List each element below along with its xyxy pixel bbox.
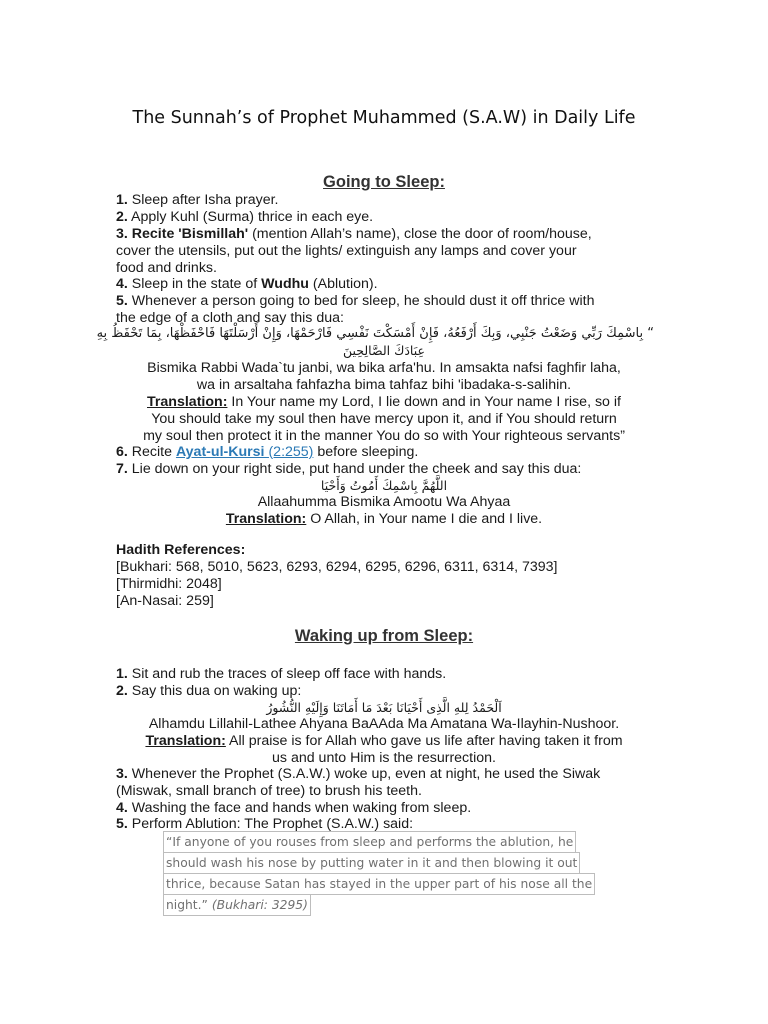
dua-waking-translation-1: Translation: All praise is for Allah who gave us life after having taken it from [145,733,623,749]
wake-item-4: 4. Washing the face and hands when waking from sleep. [116,800,472,816]
wake-item-2: 2. Say this dua on waking up: [116,683,302,699]
ayat-ul-kursi-link[interactable]: Ayat-ul-Kursi [175,444,269,460]
sleep-item-3: 3. Recite 'Bismillah' (mention Allah’s name), close the door of room/house, [116,226,592,242]
hadith-references-heading: Hadith References: [116,542,246,558]
quote-line-2: should wash his nose by putting water in it and then blowing it out [163,852,580,874]
wake-item-5: 5. Perform Ablution: The Prophet (S.A.W.) said: [116,816,414,832]
dua-lie-down-arabic: اللَّهُمَّ بِاسْمِكَ أَمُوتُ وَأَحْيَا [320,478,448,493]
hadith-quote-box [163,832,595,916]
hadith-ref-bukhari: [Bukhari: 568, 5010, 5623, 6293, 6294, 6295, 6296, 6311, 6314, 7393] [116,559,558,575]
dua-sleep-translation-1: Translation: In Your name my Lord, I lie down and in Your name I rise, so if [147,394,621,410]
dua-sleep-transliteration-2: wa in arsaltaha fahfazha bima tahfaz bihi 'ibadaka-s-salihin. [196,377,572,393]
quote-line-4: night.” (Bukhari: 3295) [163,894,311,916]
wake-item-1: 1. Sit and rub the traces of sleep off face with hands. [116,666,447,682]
wake-item-3: 3. Whenever the Prophet (S.A.W.) woke up, even at night, he used the Siwak [116,766,601,782]
sleep-item-2: 2. Apply Kuhl (Surma) thrice in each eye. [116,209,374,225]
translation-label: Translation: [147,394,228,410]
dua-sleep-arabic-line-1: “ بِاسْمِكَ رَبِّي وَضَعْتُ جَنْبِي، وَبِكَ أَرْفَعُهُ، فَإِنْ أَمْسَكْتَ نَفْسِي فَارْحَمْهَا، وَإِنْ أَرْسَلْتَهَا فَاحْفَظْهَا، بِمَا تَحْفَظُ بِهِ [96,326,654,341]
hadith-ref-nasai: [An-Nasai: 259] [116,593,214,609]
sleep-item-5: 5. Whenever a person going to bed for sleep, he should dust it off thrice with [116,293,595,309]
quote-citation: (Bukhari: 3295) [207,898,308,912]
quote-line-1: “If anyone of you rouses from sleep and performs the ablution, he [163,831,576,853]
heading-waking-up: Waking up from Sleep: [294,627,474,645]
sleep-item-3-line-2: cover the utensils, put out the lights/ extinguish any lamps and cover your [116,243,577,259]
sleep-item-1: 1. Sleep after Isha prayer. [116,192,279,208]
wake-item-3-line-2: (Miswak, small branch of tree) to brush his teeth. [116,783,422,799]
dua-sleep-translation-2: You should take my soul then have mercy upon it, and if You should return [151,411,617,427]
sleep-item-5-line-2: the edge of a cloth and say this dua: [116,310,344,326]
dua-sleep-arabic-line-2: عِبَادَكَ الصَّالِحِينَ [343,343,425,358]
dua-waking-arabic: اَلْحَمْدُ لِلهِ الَّذِى أَحْيَانَا بَعْدَ مَا أَمَاتَنَا وَإِلَيْهِ النُّشُورُ [266,700,502,715]
hadith-ref-thirmidhi: [Thirmidhi: 2048] [116,576,222,592]
heading-going-to-sleep: Going to Sleep: [323,173,445,191]
dua-sleep-transliteration-1: Bismika Rabbi Wada`tu janbi, wa bika arfa'hu. In amsakta nafsi faghfir laha, [147,360,621,376]
dua-waking-translation-2: us and unto Him is the resurrection. [272,750,496,766]
dua-sleep-translation-3: my soul then protect it in the manner You do so with Your righteous servants” [143,428,625,444]
sleep-item-7: 7. Lie down on your right side, put hand under the cheek and say this dua: [116,461,582,477]
quote-line-3: thrice, because Satan has stayed in the upper part of his nose all the [163,873,595,895]
dua-lie-down-transliteration: Allaahumma Bismika Amootu Wa Ahyaa [257,494,511,510]
dua-waking-transliteration: Alhamdu Lillahil-Lathee Ahyana BaAAda Ma Amatana Wa-Ilayhin-Nushoor. [148,716,620,732]
page-title: The Sunnah’s of Prophet Muhammed (S.A.W) in Daily Life [132,108,636,128]
dua-lie-down-translation: Translation: O Allah, in Your name I die and I live. [225,511,543,527]
ayat-ref-link[interactable]: (2:255) [268,444,314,460]
sleep-item-4: 4. Sleep in the state of Wudhu (Ablution). [116,276,378,292]
sleep-item-3-line-3: food and drinks. [116,260,217,276]
sleep-item-6: 6. Recite Ayat-ul-Kursi (2:255) before sleeping. [116,444,419,460]
